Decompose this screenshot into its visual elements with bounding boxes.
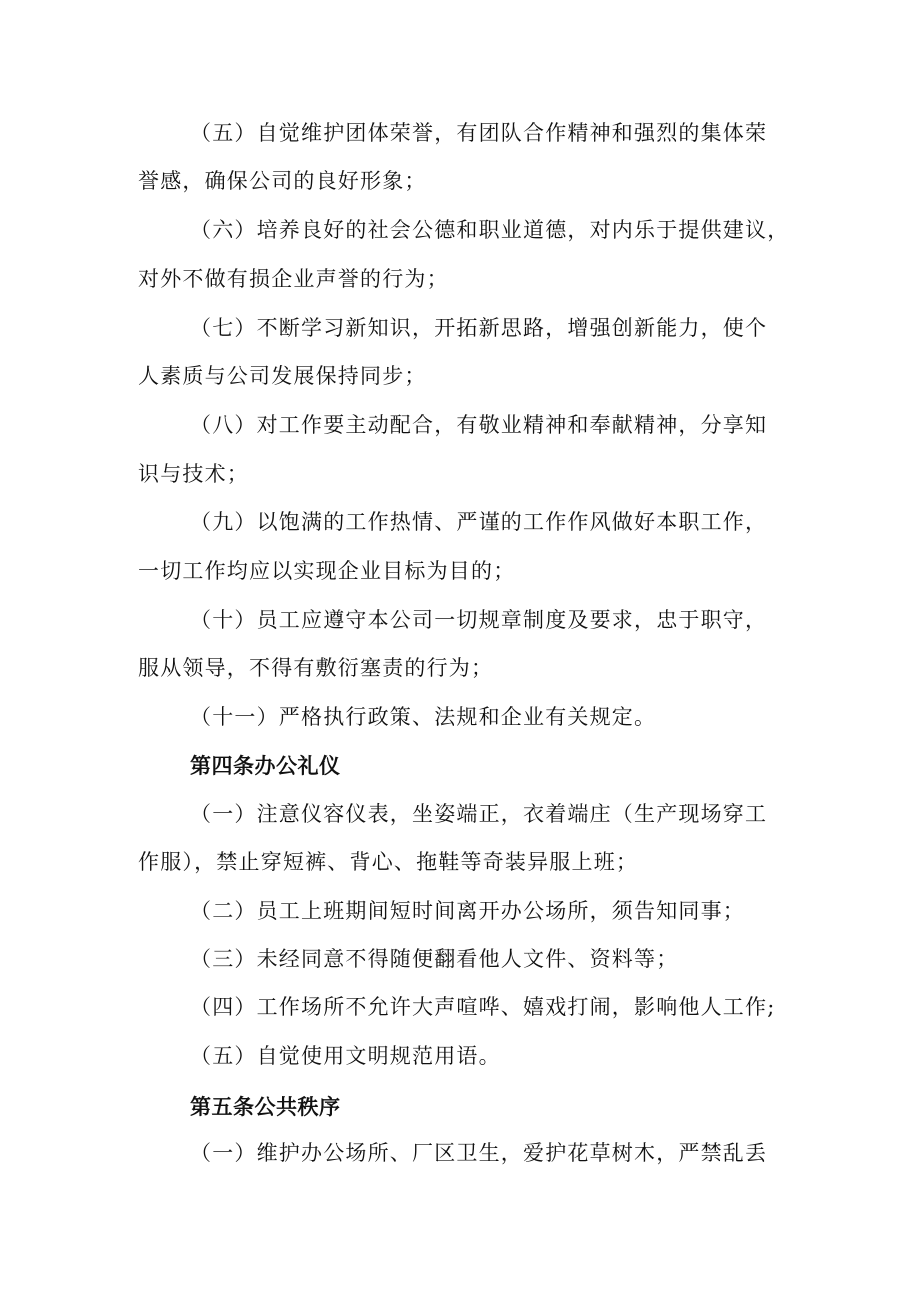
paragraph-line: 对外不做有损企业声誉的行为； [138,267,449,291]
paragraph-line: （八）对工作要主动配合，有敬业精神和奉献精神，分享知 [190,413,768,437]
paragraph-line: 一切工作均应以实现企业目标为目的； [138,559,516,583]
paragraph-line: 作服），禁止穿短裤、背心、拖鞋等奇装异服上班； [138,850,639,874]
paragraph-line: （六）培养良好的社会公德和职业道德，对内乐于提供建议， [190,218,790,242]
paragraph-line: （一）维护办公场所、厂区卫生，爱护花草树木，严禁乱丢 [190,1141,768,1165]
paragraph-line: （二）员工上班期间短时间离开办公场所，须告知同事； [190,899,745,923]
paragraph-line: （一）注意仪容仪表，坐姿端正，衣着端庄（生产现场穿工 [190,802,768,826]
paragraph-line: （九）以饱满的工作热情、严谨的工作作风做好本职工作， [190,510,768,534]
paragraph-line: 识与技术； [138,462,249,486]
paragraph-line: （七）不断学习新知识，开拓新思路，增强创新能力，使个 [190,316,768,340]
paragraph-line: 誉感，确保公司的良好形象； [138,169,427,193]
paragraph-line: （三）未经同意不得随便翻看他人文件、资料等； [190,947,679,971]
paragraph-line: （四）工作场所不允许大声喧哗、嬉戏打闹，影响他人工作; [190,995,776,1019]
paragraph-line: （十一）严格执行政策、法规和企业有关规定。 [190,705,657,729]
section-heading: 第五条公共秩序 [190,1094,341,1119]
section-heading: 第四条办公礼仪 [190,753,341,778]
paragraph-line: 人素质与公司发展保持同步； [138,364,427,388]
paragraph-line: （五）自觉维护团体荣誉，有团队合作精神和强烈的集体荣 [190,121,768,145]
paragraph-line: 服从领导，不得有敷衍塞责的行为； [138,656,494,680]
paragraph-line: （十）员工应遵守本公司一切规章制度及要求，忠于职守， [190,608,768,632]
paragraph-line: （五）自觉使用文明规范用语。 [190,1044,501,1068]
